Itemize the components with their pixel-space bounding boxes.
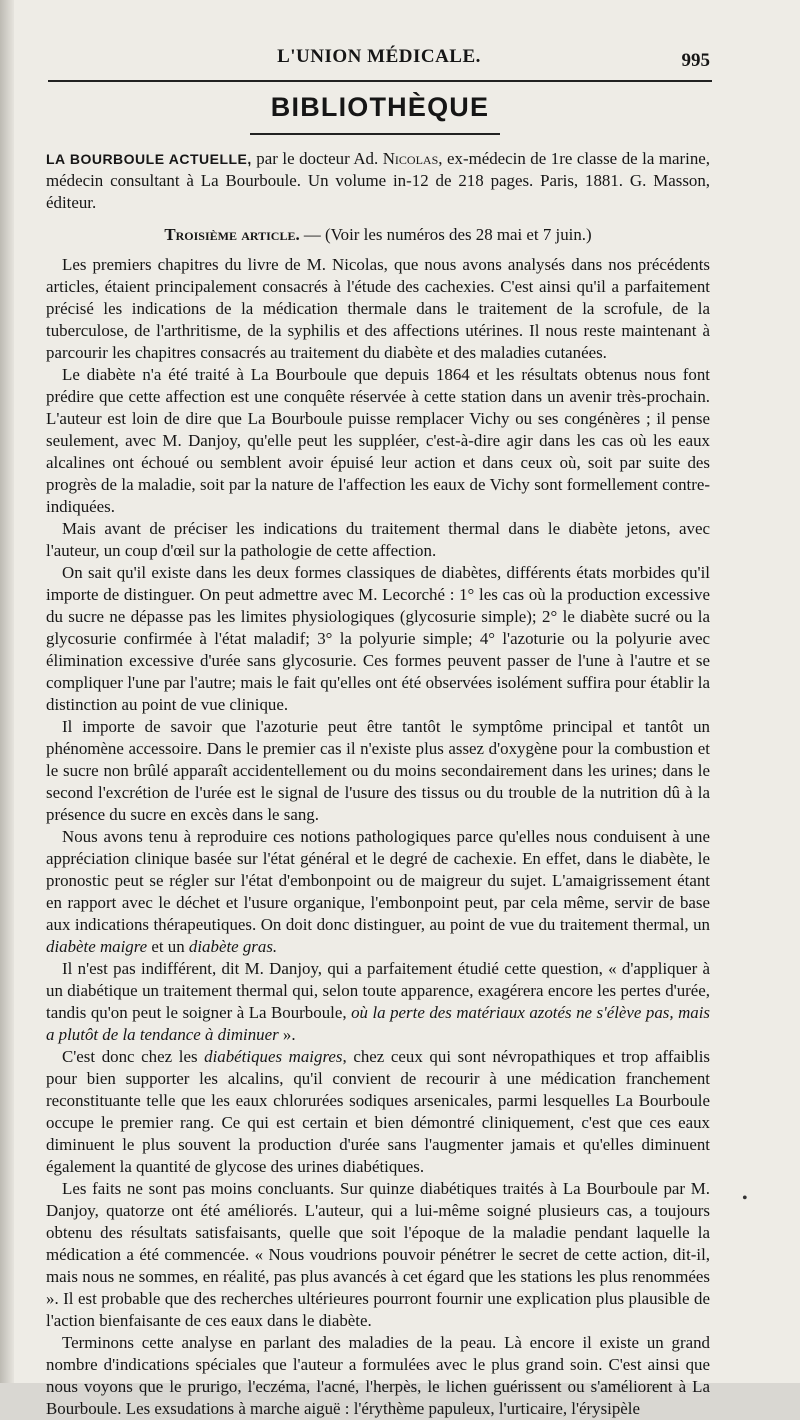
book-title: LA BOURBOULE ACTUELLE, [46, 151, 252, 167]
italic-term: diabète gras. [188, 937, 278, 956]
italic-quote: où la perte des matériaux azotés ne s'élève pas, mais a plutôt de la tendance à diminuer [46, 1003, 710, 1044]
paragraph: Le diabète n'a été traité à La Bourboule que depuis 1864 et les résultats obtenus nous font prédire que cette affection est une conquête réservée à cette station dans un avenir très-prochain. L'auteur est loin de dire que La Bourboule puisse remplacer Vichy ou ses congénères ; il pense seulement, avec M. Danjoy, qu'elle peut les suppléer, c'est-à-dire agir dans les cas où les eaux alcalines ont échoué ou semblent avoir épuisé leur action et dans ceux où, soit par suite des progrès de la maladie, soit par la nature de l'affection les eaux de Vichy sont formellement contre-indiquées. [46, 365, 710, 516]
paragraph [46, 826, 710, 958]
author-name: Nicolas [382, 149, 439, 168]
text-run: et un [147, 937, 189, 956]
book-reference [46, 148, 710, 214]
paragraph [46, 958, 710, 1046]
article-body [46, 148, 710, 1420]
paragraph: Mais avant de préciser les indications du traitement thermal dans le diabète jetons, avec l'auteur, un coup d'œil sur la pathologie de cette affection. [46, 519, 710, 560]
book-ref-prefix: par le docteur Ad. [251, 149, 383, 168]
text-run: Il n'est pas indifférent, dit M. Danjoy, qui a parfaitement étudié cette question, « d'appliquer à un diabétique un traitement thermal qui, selon toute apparence, exagérera encore les pertes d'urée, tandis qu'on peut le soigner à La Bourboule, [46, 959, 710, 1022]
title-rule [250, 133, 500, 135]
article-note: — (Voir les numéros des 28 mai et 7 juin.) [299, 225, 592, 244]
paragraph: Il importe de savoir que l'azoturie peut être tantôt le symptôme principal et tantôt un phénomène accessoire. Dans le premier cas il n'existe plus assez d'oxygène pour la combustion et le sucre non brûlé apparaît accidentellement ou du moins secondairement dans les urines; dans le second l'excrétion de l'urée est le signal de l'usure des tissus ou du trouble de la nutrition dû à la présence du sucre en excès dans le sang. [46, 717, 710, 824]
section-title: BIBLIOTHÈQUE [270, 92, 490, 122]
text-run: Nous avons tenu à reproduire ces notions pathologiques parce qu'elles nous conduisent à une appréciation clinique basée sur l'état général et le degré de cachexie. En effet, dans le diabète, le pronostic peut se régler sur l'état d'embonpoint ou de maigreur du sujet. L'amaigrissement étant en rapport avec le déchet et l'usure organique, l'embonpoint peut, par cela même, servir de base aux indications thérapeutiques. On doit donc distinguer, au point de vue du traitement thermal, un [46, 827, 710, 934]
running-title: L'UNION MÉDICALE. [277, 46, 481, 67]
paragraph: Les faits ne sont pas moins concluants. Sur quinze diabétiques traités à La Bourboule par M. Danjoy, quatorze ont été améliorés. L'auteur, qui a lui-même soigné plusieurs cas, a toujours obtenu des résultats satisfaisants, quelle que soit l'époque de la maladie pendant laquelle la médication a été commencée. « Nous voudrions pouvoir pénétrer le secret de cette action, dit-il, mais nous ne sommes, en réalité, pas plus avancés à cet égard que les stations les plus renommées ». Il est probable que des recherches ultérieures pourront fournir une explication plus plausible de l'action bienfaisante de ces eaux dans le diabète. [46, 1179, 710, 1330]
article-heading [46, 224, 710, 246]
text-run: ». [278, 1025, 296, 1044]
text-run: C'est donc chez les [62, 1047, 205, 1066]
paragraph: Terminons cette analyse en parlant des maladies de la peau. Là encore il existe un grand nombre d'indications spéciales que l'auteur a formulées avec le plus grand soin. C'est ainsi que nous voyons que le prurigo, l'eczéma, l'acné, l'herpès, le lichen guérissent ou s'améliorent à La Bourboule. Les exsudations à marche aiguë : l'érythème papuleux, l'urticaire, l'érysipèle [46, 1333, 710, 1418]
paragraph [46, 1046, 710, 1178]
page-header [44, 42, 714, 72]
text-run: , chez ceux qui sont névropathiques et trop affaiblis pour bien supporter les alcalins, qu'il convient de recourir à une médication franchement reconstituante telle que les eaux chlorurées sodiques arsenicales, parmi lesquelles La Bourboule occupe le premier rang. Ce qui est certain et bien démontré cliniquement, c'est que ces eaux diminuent le plus souvent la production d'urée sans l'augmenter jamais et qu'elles diminuent également la quantité de glycose des urines diabétiques. [46, 1047, 710, 1176]
paragraph: Les premiers chapitres du livre de M. Nicolas, que nous avons analysés dans nos précédents articles, étaient principalement consacrés à l'étude des cachexies. C'est ainsi qu'il a parfaitement précisé les indications de la médication thermale dans le traitement de la scrofule, de la tuberculose, de l'arthritisme, de la syphilis et des affections utérines. Il nous reste maintenant à parcourir les chapitres consacrés au traitement du diabète et des maladies cutanées. [46, 255, 710, 362]
book-ref-rest: , ex-médecin de 1re classe de la marine, médecin consultant à La Bourboule. Un volume in-12 de 218 pages. Paris, 1881. G. Masson, éditeur. [46, 149, 710, 212]
page-number: 995 [681, 50, 710, 71]
header-rule [48, 80, 712, 82]
paragraph: On sait qu'il existe dans les deux formes classiques de diabètes, différents états morbides qu'il importe de distinguer. On peut admettre avec M. Lecorché : 1° les cas où la production excessive du sucre ne dépasse pas les limites physiologiques (glycosurie simple); 2° le diabète sucré ou la glycosurie confirmée à l'état maladif; 3° la polyurie simple; 4° l'azoturie ou la polyurie avec élimination excessive d'urée sans glycosurie. Ces formes peuvent passer de l'une à l'autre et se compliquer l'une par l'autre; mais le fait qu'elles ont été observées isolément suffira pour établir la distinction au point de vue clinique. [46, 563, 710, 714]
italic-term: diabète maigre [46, 937, 148, 956]
page-spine-shadow [0, 0, 14, 1383]
article-label: Troisième article. [164, 225, 300, 244]
italic-term: diabétiques maigres [204, 1047, 343, 1066]
margin-ink-mark: • [742, 1190, 748, 1207]
